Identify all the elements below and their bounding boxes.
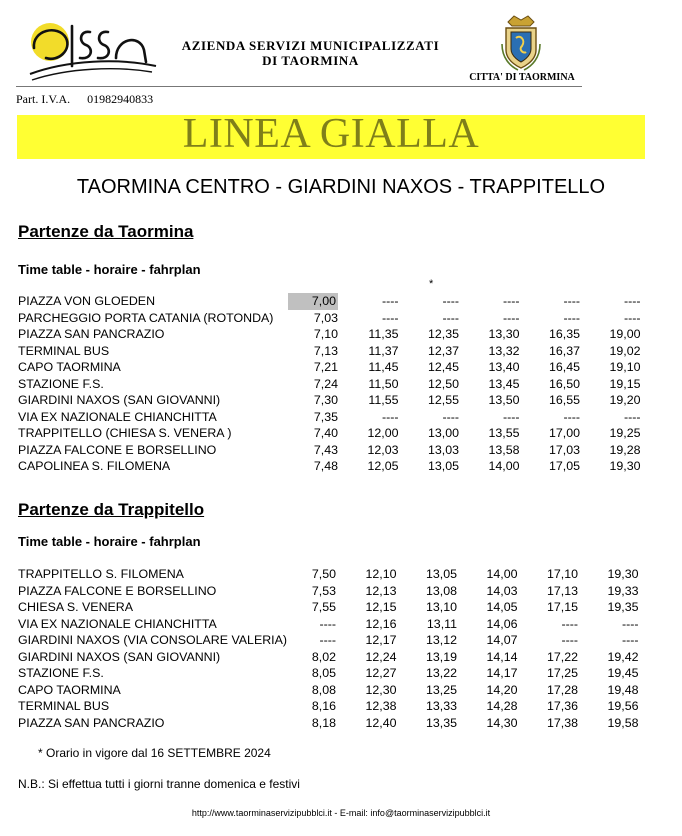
- departure-time: 13,03: [427, 442, 459, 457]
- departure-time: ----: [623, 294, 641, 308]
- departure-time: 16,50: [548, 376, 580, 391]
- table-row: [18, 649, 639, 666]
- departure-time: 13,12: [425, 633, 457, 647]
- departure-time: 13,22: [425, 666, 457, 680]
- departure-time: 13,10: [425, 600, 457, 614]
- departure-time: 19,00: [609, 327, 641, 341]
- stop-name: GIARDINI NAXOS (VIA CONSOLARE VALERIA): [18, 633, 287, 647]
- departure-time: ----: [381, 409, 399, 424]
- vat-label: Part. I.V.A.: [16, 92, 71, 106]
- departure-time: 14,17: [486, 666, 518, 680]
- table-row: [18, 682, 639, 699]
- departure-time: 13,32: [488, 343, 520, 358]
- departure-time: 12,37: [427, 343, 459, 358]
- departure-time: 7,53: [311, 583, 336, 598]
- departure-time: 13,58: [488, 442, 520, 457]
- departure-time: ----: [563, 310, 580, 325]
- departure-time: ----: [561, 633, 578, 647]
- table-row: [18, 359, 641, 376]
- section-title-trappitello: Partenze da Trappitello: [18, 500, 205, 519]
- departure-time: 19,35: [607, 600, 639, 614]
- departure-time: ----: [563, 294, 580, 308]
- departure-time: ----: [381, 294, 399, 308]
- departure-time: 12,24: [365, 649, 397, 664]
- table-row: [18, 665, 639, 682]
- table-row: [18, 458, 641, 475]
- departure-time: 13,50: [488, 393, 520, 407]
- departure-time: 19,15: [609, 376, 641, 391]
- timetable-subtitle-taormina: Time table - horaire - fahrplan: [18, 262, 201, 277]
- departure-time: 14,20: [486, 682, 518, 697]
- departure-time: 14,30: [486, 715, 518, 730]
- departure-time: 12,45: [427, 360, 459, 374]
- departure-time: 12,27: [365, 666, 397, 680]
- departure-time: 8,02: [311, 649, 336, 664]
- table-row: [18, 583, 639, 600]
- stop-name: CAPOLINEA S. FILOMENA: [18, 459, 171, 473]
- departure-time: 19,20: [609, 393, 641, 407]
- departure-time: 13,35: [425, 715, 457, 730]
- star-marker: *: [429, 278, 434, 290]
- table-row: [18, 566, 639, 583]
- departure-time: ----: [623, 409, 641, 424]
- departure-time: 12,38: [365, 699, 397, 713]
- departure-time: 13,55: [488, 426, 520, 440]
- departure-time: 14,00: [488, 459, 520, 473]
- stop-name: CHIESA S. VENERA: [18, 600, 133, 614]
- departure-time: 16,45: [548, 360, 580, 374]
- departure-time: 14,05: [486, 600, 518, 614]
- departure-time: 12,16: [365, 616, 397, 631]
- departure-time: 7,43: [313, 442, 338, 457]
- departure-time: ----: [502, 409, 520, 424]
- departure-time: 13,05: [427, 459, 459, 473]
- departure-time: 12,00: [367, 426, 399, 440]
- departure-time: 12,30: [365, 682, 397, 697]
- departure-time: 12,55: [427, 393, 459, 407]
- departure-time: 13,30: [488, 327, 520, 341]
- departure-time: 7,50: [311, 567, 336, 581]
- departure-time: ----: [381, 310, 399, 325]
- departure-time: 17,25: [546, 666, 578, 680]
- departure-time: 8,16: [311, 699, 336, 713]
- stop-name: STAZIONE F.S.: [18, 666, 104, 680]
- departure-time: 19,25: [609, 426, 641, 440]
- departure-time: ----: [563, 409, 580, 424]
- table-row: [18, 599, 639, 616]
- stop-name: PIAZZA FALCONE E BORSELLINO: [18, 442, 217, 457]
- stop-name: PIAZZA VON GLOEDEN: [18, 294, 156, 308]
- departure-time: 13,40: [488, 360, 520, 374]
- departure-time: 11,35: [368, 327, 399, 341]
- departure-time: 17,10: [546, 567, 578, 581]
- stop-name: TERMINAL BUS: [18, 699, 110, 713]
- departure-time: 19,48: [607, 682, 639, 697]
- table-row: [18, 442, 641, 459]
- timetable-taormina: [18, 293, 641, 475]
- departure-time: 14,00: [486, 567, 518, 581]
- vat-info: [16, 92, 153, 107]
- footer-contacts: http://www.taorminaservizipubblci.it - E-mail: info@taorminaservizipubblci.it: [191, 808, 491, 818]
- departure-time: ----: [442, 294, 459, 308]
- departure-time: 12,50: [427, 376, 459, 391]
- departure-time: 17,13: [546, 583, 578, 598]
- departure-time: 19,30: [609, 459, 641, 473]
- departure-time: 14,07: [486, 633, 518, 647]
- departure-time: 13,08: [425, 583, 457, 598]
- departure-time: ----: [623, 310, 641, 325]
- company-name-line2: DI TAORMINA: [262, 53, 359, 68]
- header-divider: [16, 86, 582, 87]
- departure-time: 17,15: [546, 600, 578, 614]
- departure-time: 14,06: [486, 616, 518, 631]
- table-row: [18, 616, 639, 633]
- departure-time: ----: [621, 633, 639, 647]
- departure-time: 17,03: [548, 442, 580, 457]
- departure-time: 19,42: [607, 649, 639, 664]
- validity-note: * Orario in vigore dal 16 SETTEMBRE 2024: [38, 746, 271, 760]
- departure-time: 19,58: [607, 715, 639, 730]
- vat-number: 01982940833: [87, 92, 154, 106]
- departure-time: 17,05: [548, 459, 580, 473]
- departure-time: 8,18: [311, 715, 336, 730]
- table-row: [18, 310, 641, 327]
- departure-time: 19,45: [607, 666, 639, 680]
- stop-name: PIAZZA FALCONE E BORSELLINO: [18, 583, 217, 598]
- departure-time: 8,05: [311, 666, 336, 680]
- departure-time: 13,00: [427, 426, 459, 440]
- departure-time: 7,10: [313, 327, 338, 341]
- departure-time: 14,14: [486, 649, 518, 664]
- city-name: CITTA' DI TAORMINA: [469, 72, 575, 83]
- departure-time: 7,40: [313, 426, 338, 440]
- departure-time: ----: [502, 310, 520, 325]
- departure-time: 13,33: [425, 699, 457, 713]
- departure-time: 7,55: [311, 600, 336, 614]
- departure-time: 19,02: [609, 343, 641, 358]
- departure-time: ----: [442, 310, 459, 325]
- departure-time: ----: [319, 633, 336, 647]
- departure-time: 12,35: [427, 327, 459, 341]
- company-name-line1: AZIENDA SERVIZI MUNICIPALIZZATI: [181, 38, 440, 53]
- departure-time: 11,45: [368, 360, 399, 374]
- departure-time: 17,22: [546, 649, 578, 664]
- departure-time: 8,08: [311, 682, 336, 697]
- departure-time: 13,45: [488, 376, 520, 391]
- table-row: [18, 632, 639, 649]
- departure-time: 13,05: [425, 567, 457, 581]
- departure-time: 19,33: [607, 583, 639, 598]
- departure-time: ----: [442, 409, 459, 424]
- departure-time: 12,03: [367, 442, 399, 457]
- table-row: [18, 326, 641, 343]
- stop-name: VIA EX NAZIONALE CHIANCHITTA: [18, 616, 217, 631]
- departure-time: 7,24: [313, 376, 338, 391]
- departure-time: ----: [502, 294, 520, 308]
- departure-time: 11,50: [368, 376, 399, 391]
- table-row: [18, 698, 639, 715]
- stop-name: TRAPPITELLO S. FILOMENA: [18, 567, 184, 581]
- departure-time: 12,40: [365, 715, 397, 730]
- departure-time: 12,17: [365, 633, 397, 647]
- service-days-note: N.B.: Si effettua tutti i giorni tranne domenica e festivi: [18, 777, 300, 791]
- departure-time: 16,55: [548, 393, 580, 407]
- table-row: [18, 293, 641, 310]
- departure-time: 14,03: [486, 583, 518, 598]
- departure-time: 7,13: [313, 343, 338, 358]
- departure-time: 7,21: [313, 360, 338, 374]
- departure-time: 13,11: [426, 616, 457, 631]
- departure-time: 16,37: [548, 343, 580, 358]
- departure-time: 19,30: [607, 567, 639, 581]
- departure-time: ----: [621, 616, 639, 631]
- departure-time: 12,05: [367, 459, 399, 473]
- section-title-taormina: Partenze da Taormina: [18, 222, 194, 241]
- departure-time: 7,35: [313, 409, 338, 424]
- stop-name: VIA EX NAZIONALE CHIANCHITTA: [18, 409, 217, 424]
- departure-time: 19,10: [609, 360, 641, 374]
- table-row: [18, 409, 641, 426]
- departure-time: 13,25: [425, 682, 457, 697]
- timetable-subtitle-trappitello: Time table - horaire - fahrplan: [18, 534, 201, 549]
- table-row: [18, 376, 641, 393]
- departure-time: 17,36: [546, 699, 578, 713]
- city-crest-icon: [500, 14, 542, 72]
- table-row: [18, 715, 639, 732]
- stop-name: GIARDINI NAXOS (SAN GIOVANNI): [18, 393, 221, 407]
- stop-name: GIARDINI NAXOS (SAN GIOVANNI): [18, 649, 221, 664]
- departure-time: 7,30: [313, 393, 338, 407]
- departure-time: 7,03: [313, 310, 338, 325]
- departure-time: 17,38: [546, 715, 578, 730]
- departure-time: 12,10: [365, 567, 397, 581]
- stop-name: PARCHEGGIO PORTA CATANIA (ROTONDA): [18, 310, 274, 325]
- line-name: LINEA GIALLA: [182, 111, 480, 157]
- departure-time: 12,13: [365, 583, 397, 598]
- departure-time: 11,55: [368, 393, 399, 407]
- departure-time: ----: [561, 616, 578, 631]
- departure-time: 19,56: [607, 699, 639, 713]
- stop-name: CAPO TAORMINA: [18, 360, 121, 374]
- stop-name: TERMINAL BUS: [18, 343, 110, 358]
- table-row: [18, 392, 641, 409]
- stop-name: PIAZZA SAN PANCRAZIO: [18, 327, 165, 341]
- departure-time: 17,00: [548, 426, 580, 440]
- departure-time: 12,15: [365, 600, 397, 614]
- departure-time: 17,28: [546, 682, 578, 697]
- departure-time: 7,48: [313, 459, 338, 473]
- company-logo: [28, 18, 158, 82]
- stop-name: STAZIONE F.S.: [18, 376, 104, 391]
- route-title: TAORMINA CENTRO - GIARDINI NAXOS - TRAPPITELLO: [76, 176, 606, 198]
- departure-time: 14,28: [486, 699, 518, 713]
- departure-time: ----: [319, 616, 336, 631]
- stop-name: TRAPPITELLO (CHIESA S. VENERA ): [18, 426, 232, 440]
- stop-name: PIAZZA SAN PANCRAZIO: [18, 715, 165, 730]
- departure-time: 11,37: [368, 343, 399, 358]
- departure-time: 13,19: [425, 649, 457, 664]
- stop-name: CAPO TAORMINA: [18, 682, 121, 697]
- company-name: [178, 38, 443, 68]
- table-row: [18, 343, 641, 360]
- departure-time: 7,00: [288, 293, 338, 310]
- table-row: [18, 425, 641, 442]
- timetable-trappitello: [18, 566, 639, 731]
- departure-time: 16,35: [548, 327, 580, 341]
- departure-time: 19,28: [609, 442, 641, 457]
